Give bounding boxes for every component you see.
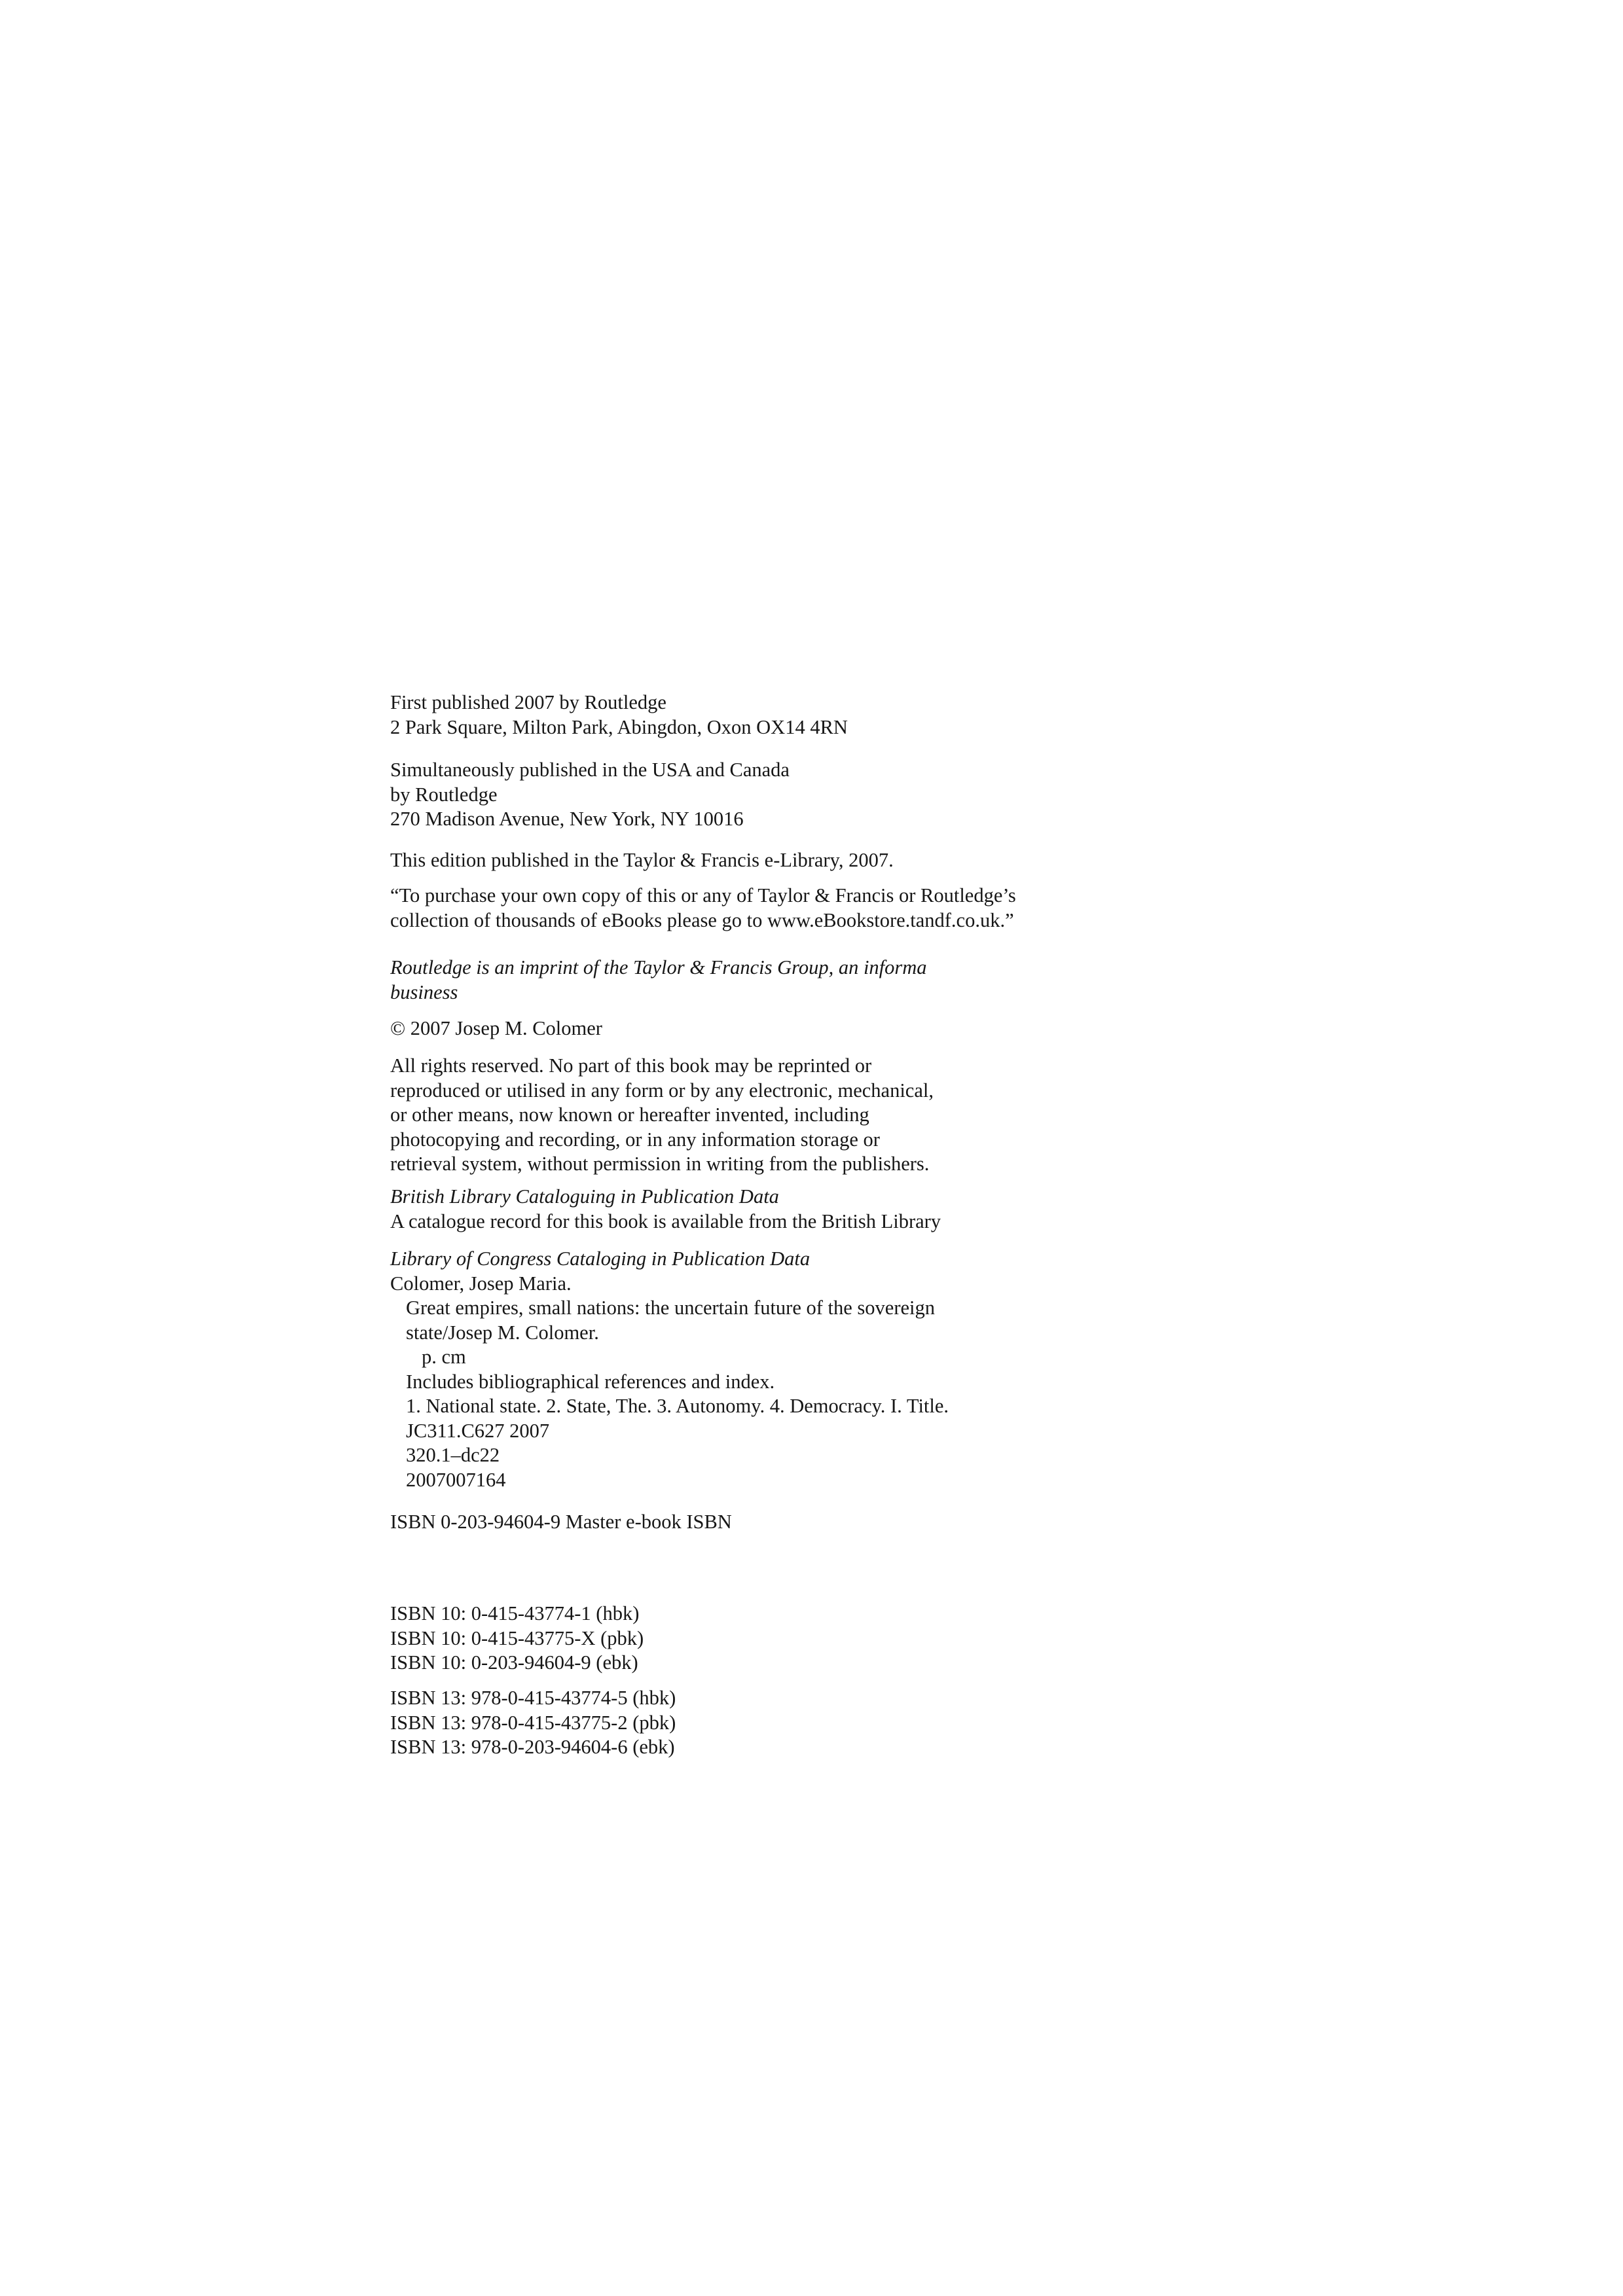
loc-heading: Library of Congress Cataloging in Publication Data: [390, 1247, 811, 1270]
loc-call-number: JC311.C627 2007: [406, 1419, 550, 1442]
isbn-10-list: [390, 1602, 1307, 1676]
us-address-line: 270 Madison Avenue, New York, NY 10016: [390, 808, 744, 830]
copyright-line: © 2007 Josep M. Colomer: [390, 1017, 602, 1039]
loc-title-line-2: state/Josep M. Colomer.: [406, 1321, 599, 1344]
loc-lccn: 2007007164: [406, 1468, 506, 1491]
loc-author: Colomer, Josep Maria.: [390, 1272, 572, 1295]
rights-line-3: or other means, now known or hereafter invented, including: [390, 1103, 869, 1126]
isbn-13-ebk: ISBN 13: 978-0-203-94604-6 (ebk): [390, 1736, 675, 1758]
loc-title-line-1: Great empires, small nations: the uncertain future of the sovereign: [406, 1297, 935, 1319]
loc-subjects: 1. National state. 2. State, The. 3. Autonomy. 4. Democracy. I. Title.: [406, 1395, 949, 1417]
uk-address-line: 2 Park Square, Milton Park, Abingdon, Oxon OX14 4RN: [390, 715, 848, 738]
british-library-heading: British Library Cataloguing in Publication Data: [390, 1185, 779, 1208]
loc-dewey: 320.1–dc22: [406, 1444, 500, 1466]
us-publication-info: [390, 758, 1307, 832]
loc-pages: p. cm: [422, 1346, 466, 1368]
isbn-13-list: [390, 1686, 1307, 1760]
rights-line-4: photocopying and recording, or in any information storage or: [390, 1128, 880, 1151]
rights-statement: [390, 1054, 1307, 1177]
isbn-10-ebk: ISBN 10: 0-203-94604-9 (ebk): [390, 1651, 638, 1674]
imprint-note-line-1: Routledge is an imprint of the Taylor & Francis Group, an informa: [390, 956, 927, 978]
imprint-note-line-2: business: [390, 980, 458, 1003]
first-published-line: First published 2007 by Routledge: [390, 691, 666, 713]
british-library-text: A catalogue record for this book is available from the British Library: [390, 1210, 941, 1232]
master-isbn-block: [390, 1510, 1307, 1535]
library-of-congress-data: [390, 1247, 1307, 1492]
isbn-13-hbk: ISBN 13: 978-0-415-43774-5 (hbk): [390, 1687, 676, 1709]
publication-info: [390, 691, 1307, 740]
isbn-10-hbk: ISBN 10: 0-415-43774-1 (hbk): [390, 1602, 640, 1624]
us-publication-line-2: by Routledge: [390, 783, 498, 806]
edition-note: [390, 848, 1307, 873]
copyright-notice: [390, 1016, 1307, 1041]
imprint-note: [390, 956, 1307, 1005]
rights-line-1: All rights reserved. No part of this book may be reprinted or: [390, 1054, 872, 1077]
master-isbn: ISBN 0-203-94604-9 Master e-book ISBN: [390, 1511, 732, 1533]
rights-line-2: reproduced or utilised in any form or by any electronic, mechanical,: [390, 1079, 934, 1102]
isbn-13-pbk: ISBN 13: 978-0-415-43775-2 (pbk): [390, 1711, 676, 1734]
us-publication-line-1: Simultaneously published in the USA and Canada: [390, 759, 790, 781]
loc-includes: Includes bibliographical references and index.: [406, 1370, 775, 1393]
purchase-note: [390, 884, 1307, 933]
rights-line-5: retrieval system, without permission in writing from the publishers.: [390, 1153, 930, 1175]
edition-note-line: This edition published in the Taylor & Francis e-Library, 2007.: [390, 849, 894, 871]
british-library-data: [390, 1185, 1307, 1234]
purchase-note-line-2: collection of thousands of eBooks please go to www.eBookstore.tandf.co.uk.”: [390, 908, 1014, 931]
isbn-10-pbk: ISBN 10: 0-415-43775-X (pbk): [390, 1626, 644, 1649]
purchase-note-line-1: “To purchase your own copy of this or any of Taylor & Francis or Routledge’s: [390, 884, 1016, 906]
